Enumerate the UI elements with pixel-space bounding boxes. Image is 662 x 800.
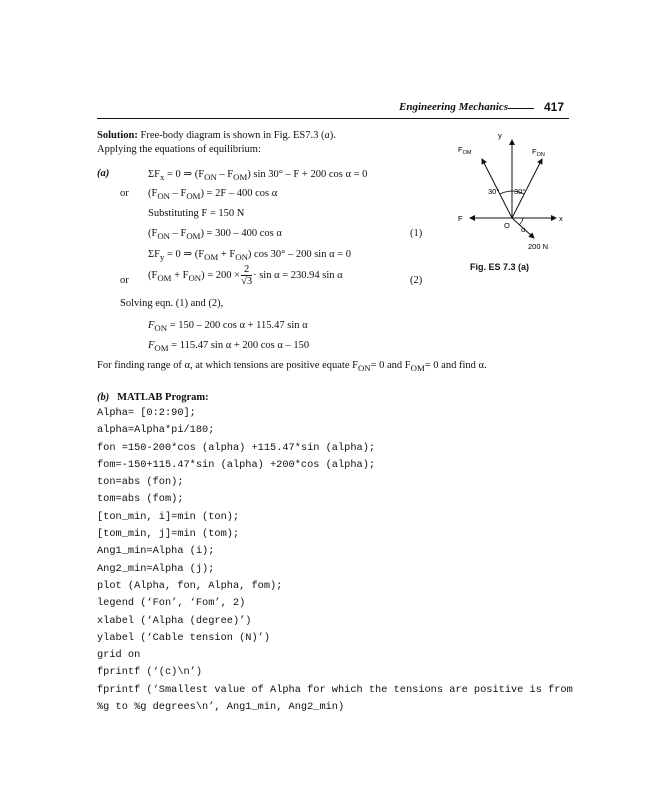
equation-fom: $F_{OM} = 115.47$ sin α + 200 cos α – 150 [148,340,310,354]
equation-2: $(F_{ON} - F_{OM}) = 2F - 400$ cos α [148,188,278,202]
code-line: %g to %g degrees\n’, Ang1_min, Ang2_min) [97,701,345,714]
part-a-label: (a) [97,168,110,179]
code-line: ton=abs (fon); [97,476,184,489]
code-line: fprintf (‘(c)\n’) [97,666,203,679]
label-x: x [559,214,563,223]
figure-caption: Fig. ES 7.3 (a) [470,262,530,272]
code-line: alpha=Alpha*pi/180; [97,424,215,437]
label-f-on: $F_{ON}$ [532,147,545,158]
equation-sum-fy: $\Sigma F_y = 0$ ⇒ $(F_{OM} + F_{ON})$ cos 30° – 200 sin α = 0 [148,249,352,263]
label-origin: O [504,221,510,230]
range-sentence: For finding range of α, at which tensions are positive equate $F_{ON}= 0$ and $F_{OM}= 0$ and find α. [97,360,487,374]
equation-5: $(F_{OM} + F_{ON}) = 200$ × $\frac{2}{√3}$ · sin α = 230.94 sin α [148,264,343,287]
equation-number-1: (1) [410,228,423,239]
code-line: ylabel (‘Cable tension (N)’) [97,631,271,644]
equation-3: $(F_{ON} - F_{OM}) = 300 - 400$ cos α [148,228,282,242]
equation-fon: $F_{ON} = 150 - 200$ cos α + 115.47 sin α [148,320,308,334]
label-f-om: $F_{OM}$ [458,145,472,156]
code-line: xlabel (‘Alpha (degree)’) [97,614,252,627]
code-line: tom=abs (fom); [97,493,184,506]
code-line: [ton_min, i]=min (ton); [97,510,240,523]
substitution-line: Substituting F = 150 N [148,208,245,219]
part-b-heading: (b) MATLAB Program: [97,392,209,403]
label-angle-30-right: 30° [514,187,526,196]
code-line: plot (Alpha, fon, Alpha, fom); [97,579,283,592]
code-line: legend (‘Fon’, ‘Fom’, 2) [97,597,246,610]
solution-intro: Solution: Free-body diagram is shown in Fig. ES7.3 (a). [97,130,336,141]
label-200n: 200 N [528,242,549,251]
solving-line: Solving eqn. (1) and (2), [120,298,224,309]
header-rule [97,118,569,119]
label-y: y [498,131,502,140]
running-header-title: Engineering Mechanics [399,101,509,113]
code-line: fprintf (‘Smallest value of Alpha for which the tensions are positive is from [97,683,573,696]
label-angle-30-left: 30° [488,187,500,196]
fraction-2-over-root3: $\frac{2}{√3}$ [241,264,253,287]
label-alpha: α [521,225,526,234]
code-line: Ang1_min=Alpha (i); [97,545,215,558]
matlab-code-block [97,405,573,716]
code-line: Alpha= [0:2:90]; [97,407,196,419]
solution-line-2: Applying the equations of equilibrium: [97,144,261,155]
page-number: 417 [544,100,565,114]
or-label-2: or [120,275,129,286]
code-line: fom=-150+115.47*sin (alpha) +200*cos (alpha); [97,458,376,471]
code-line: grid on [97,649,141,662]
header-dash [508,108,534,109]
code-line: fon =150-200*cos (alpha) +115.47*sin (alpha); [97,441,376,454]
code-line: Ang2_min=Alpha (j); [97,562,215,575]
free-body-diagram [448,128,578,278]
equation-number-2: (2) [410,275,423,286]
or-label-1: or [120,188,129,199]
angle-arc-alpha [519,218,523,225]
code-line: [tom_min, j]=min (tom); [97,528,240,541]
label-f: F [458,214,463,223]
equation-sum-fx: $\Sigma F_x = 0$ ⇒ $(F_{ON} - F_{OM})$ sin 30° – F + 200 cos α = 0 [148,169,368,183]
